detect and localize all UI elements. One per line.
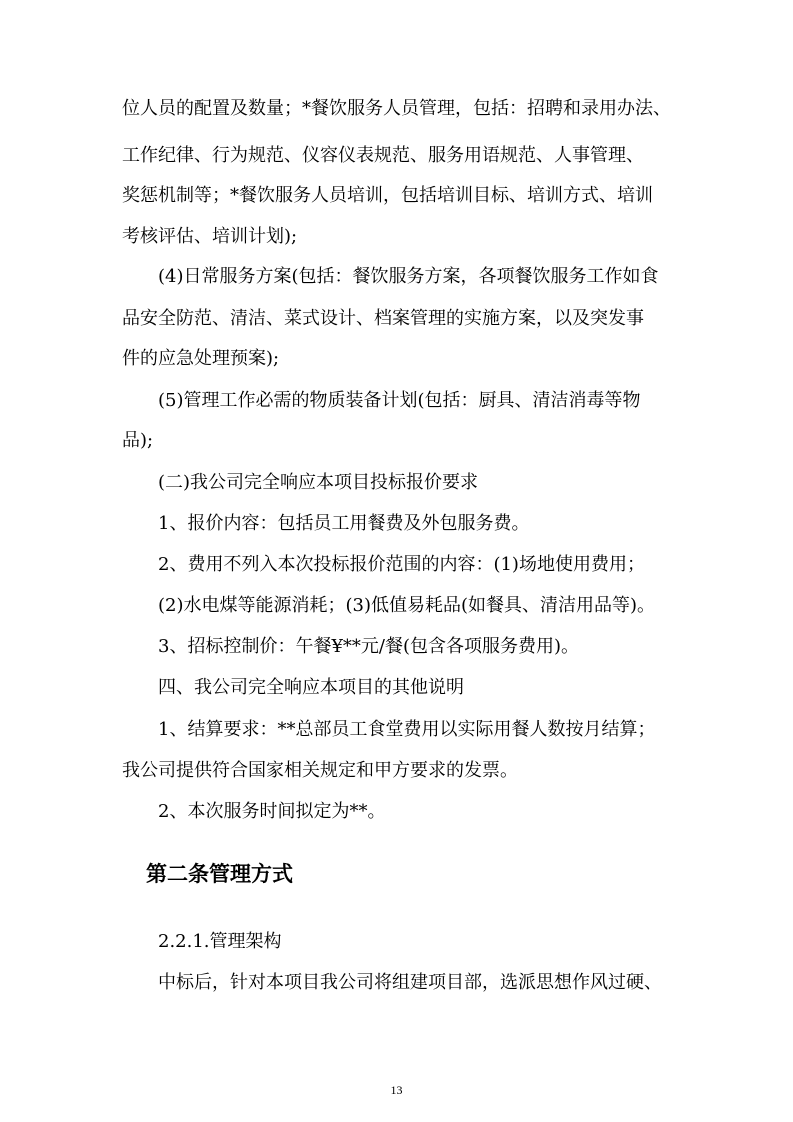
- body-text-line: 品);: [122, 430, 154, 451]
- body-text-line: 工作纪律、行为规范、仪容仪表规范、服务用语规范、人事管理、: [122, 145, 644, 166]
- body-text-line: 四、我公司完全响应本项目的其他说明: [158, 677, 464, 698]
- body-text-line: 1、报价内容：包括员工用餐费及外包服务费。: [158, 513, 530, 534]
- body-text-line: 2、本次服务时间拟定为**。: [158, 801, 386, 822]
- page-number: 13: [390, 1083, 403, 1097]
- body-text-line: (4)日常服务方案(包括：餐饮服务方案，各项餐饮服务工作如食: [158, 266, 659, 287]
- body-text-line: (2)水电煤等能源消耗；(3)低值易耗品(如餐具、清洁用品等)。: [158, 595, 656, 616]
- section-heading: 第二条管理方式: [146, 861, 293, 886]
- body-text-line: 1、结算要求：**总部员工食堂费用以实际用餐人数按月结算；: [158, 719, 656, 740]
- body-text-line: 中标后，针对本项目我公司将组建项目部，选派思想作风过硬、: [158, 972, 662, 993]
- body-text-line: 3、招标控制价：午餐¥**元/餐(包含各项服务费用)。: [158, 636, 580, 657]
- subsection-title: 2.2.1.管理架构: [158, 931, 282, 952]
- body-text-line: 位人员的配置及数量；*餐饮服务人员管理，包括：招聘和录用办法、: [122, 98, 671, 119]
- body-text-line: (二)我公司完全响应本项目投标报价要求: [158, 472, 479, 493]
- body-text-line: 奖惩机制等；*餐饮服务人员培训，包括培训目标、培训方式、培训: [122, 185, 653, 206]
- body-text-line: 我公司提供符合国家相关规定和甲方要求的发票。: [122, 760, 518, 781]
- body-text-line: (5)管理工作必需的物质装备计划(包括：厨具、清洁消毒等物: [158, 390, 641, 411]
- body-text-line: 品安全防范、清洁、菜式设计、档案管理的实施方案，以及突发事: [122, 308, 644, 329]
- body-text-line: 2、费用不列入本次投标报价范围的内容：(1)场地使用费用；: [158, 554, 645, 575]
- body-text-line: 件的应急处理预案);: [122, 348, 280, 369]
- body-text-line: 考核评估、培训计划);: [122, 226, 298, 247]
